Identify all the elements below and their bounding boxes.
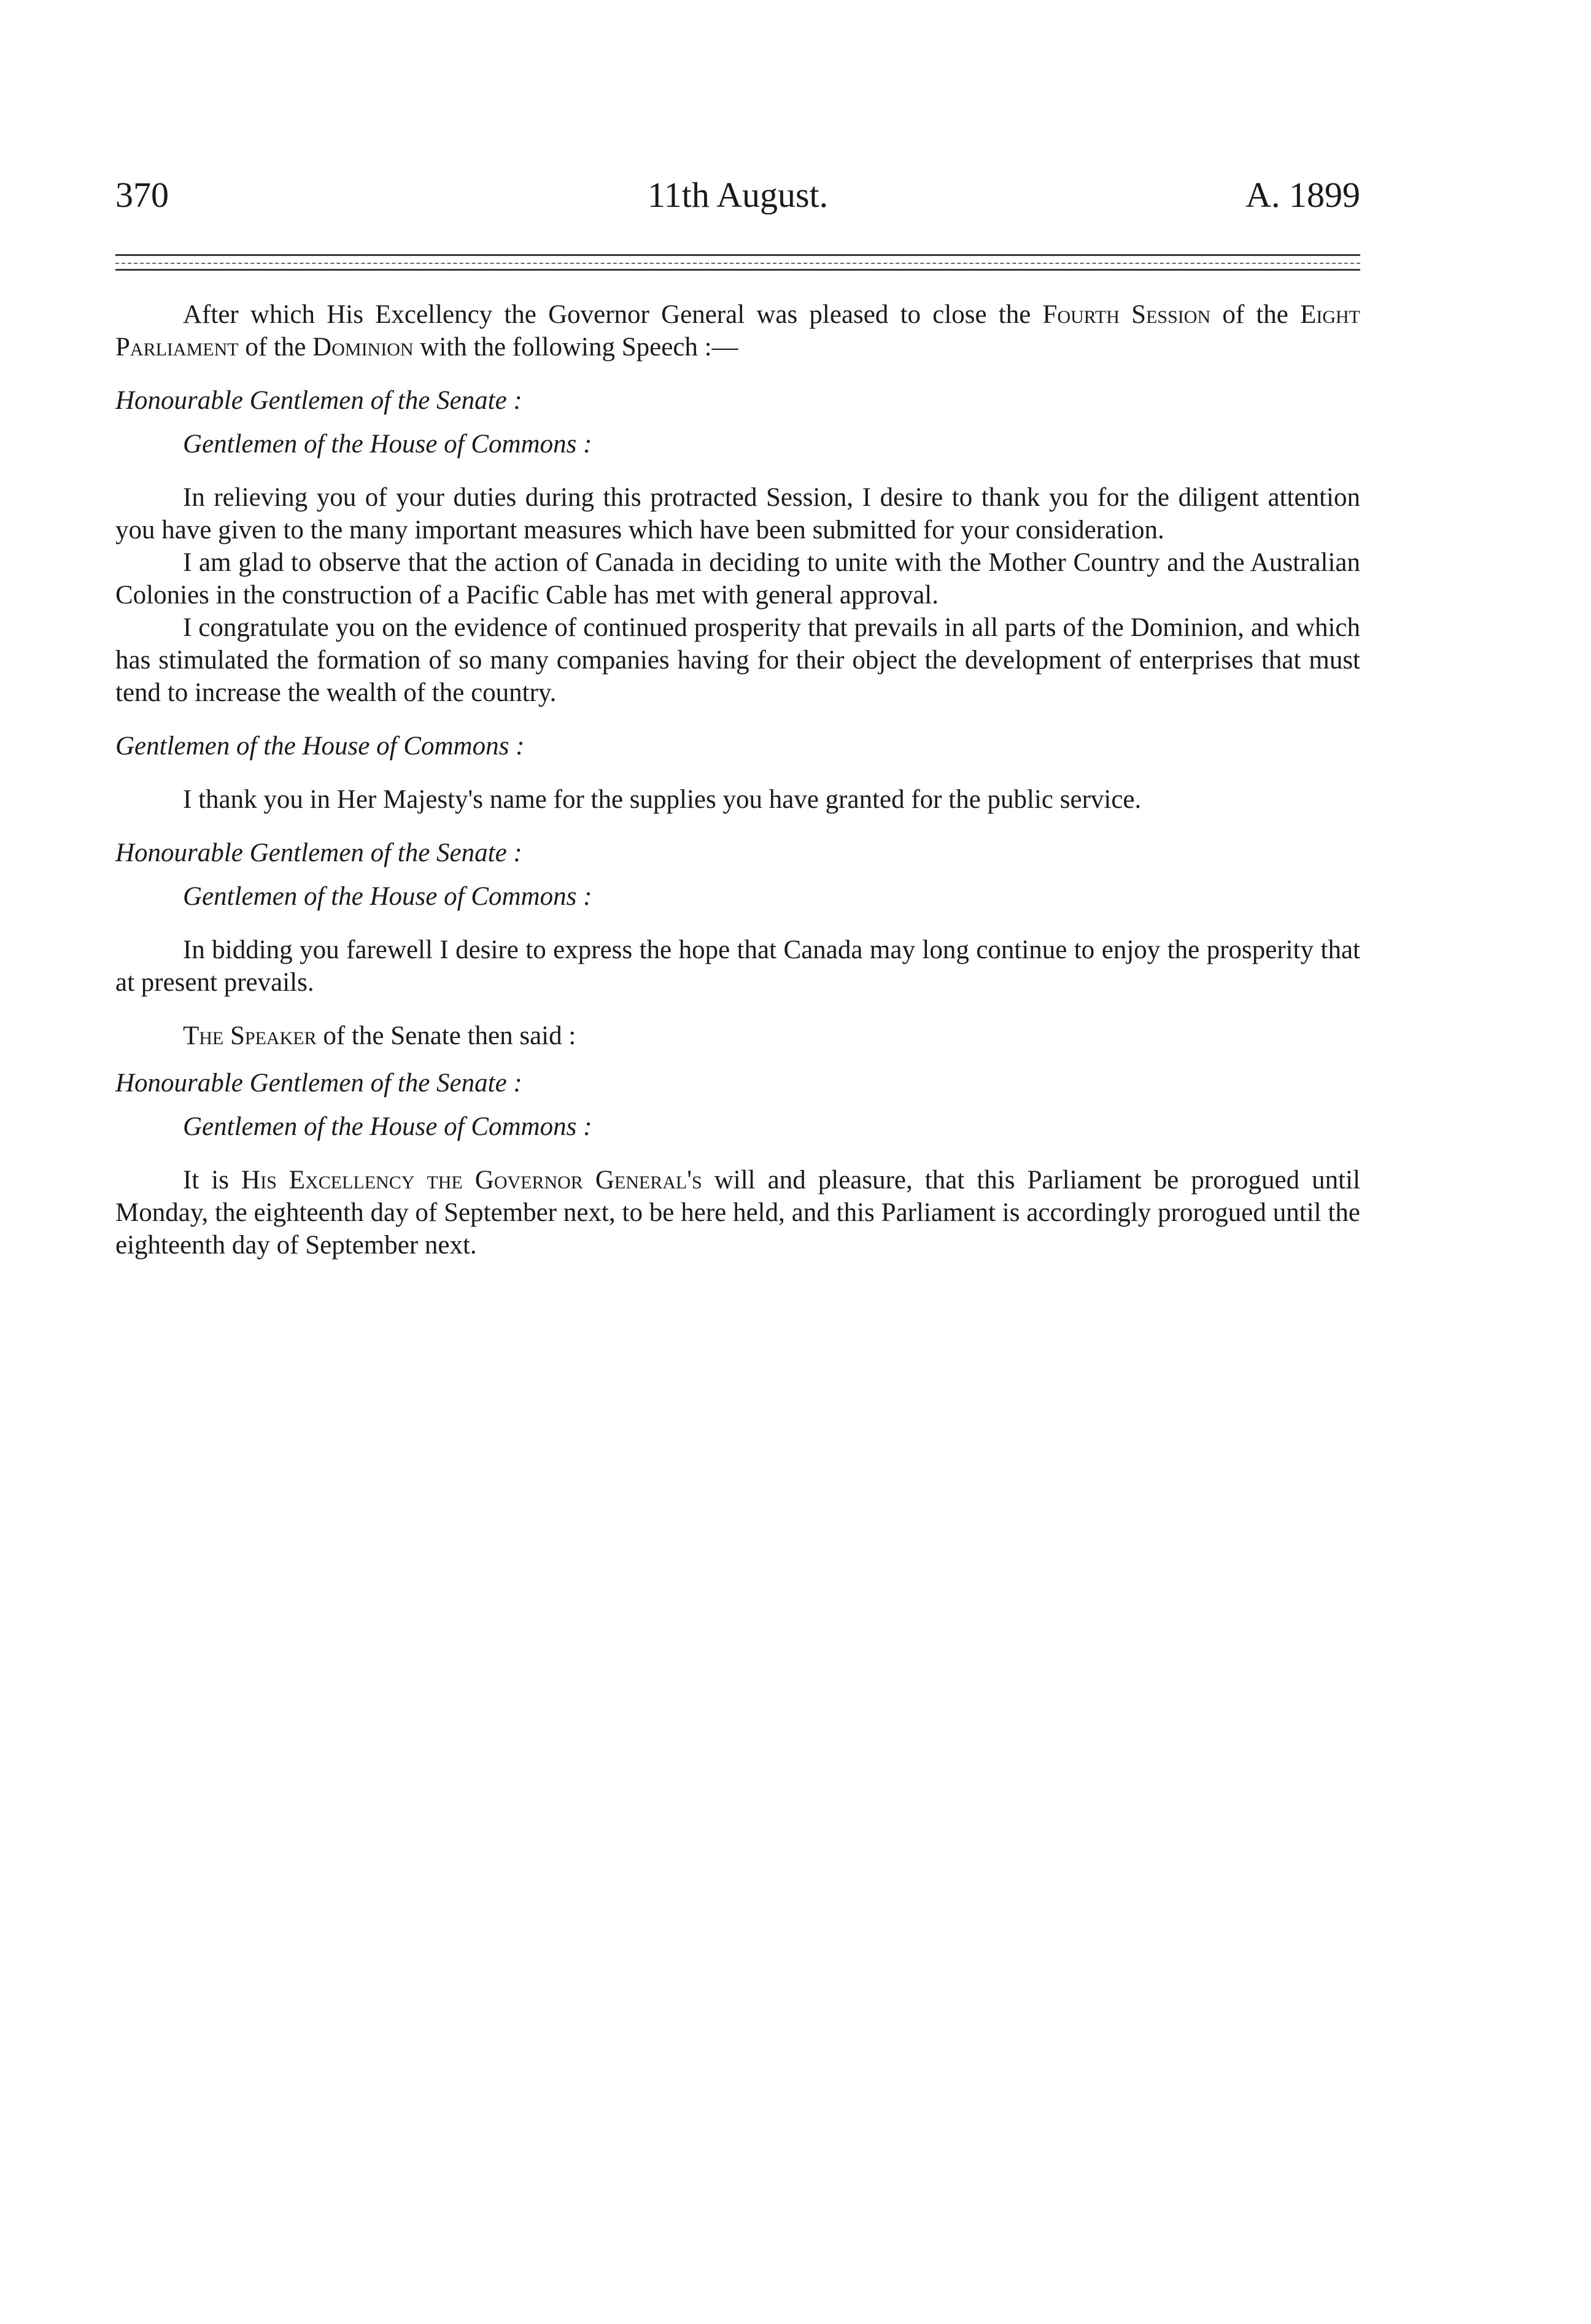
speaker-paragraph [115,1020,1360,1052]
prorogation-paragraph [115,1164,1360,1261]
speech-paragraph: I am glad to observe that the action of Canada in deciding to unite with the Mother Country and the Australian Colonies in the construction of a Pacific Cable has met with general approval. [115,548,1360,610]
header-rule-bottom [115,269,1360,271]
address-commons: Gentlemen of the House of Commons : [183,1112,592,1141]
intro-paragraph [115,298,1360,363]
journal-page [115,0,1360,2324]
address-senate: Honourable Gentlemen of the Senate : [115,839,522,867]
address-senate: Honourable Gentlemen of the Senate : [115,1069,522,1098]
running-header [115,171,1360,220]
intro-dominion: Dominion [312,333,414,362]
intro-text-4: with the following Speech :— [413,333,738,362]
address-commons: Gentlemen of the House of Commons : [183,430,592,459]
address-commons: Gentlemen of the House of Commons : [115,732,525,761]
header-rule-top [115,254,1360,256]
speaker-title: The Speaker [183,1021,317,1050]
speech-paragraph: I congratulate you on the evidence of continued prosperity that prevails in all parts of the Dominion, and which has stimulated the formation of so many companies having for their object the development of enterprises that must tend to increase the wealth of the country. [115,613,1360,707]
page-body [115,298,1360,1261]
governor-general-title: His Excellency the Governor General's [241,1166,702,1195]
intro-text-1: After which His Excellency the Governor General was pleased to close the [183,300,1043,329]
speaker-text: of the Senate then said : [316,1021,576,1050]
intro-text-2: of the [1210,300,1301,329]
address-senate: Honourable Gentlemen of the Senate : [115,386,522,415]
prorogation-text-2: will and pleasure, that this Parliament be prorogued until Monday, the eighteenth day of September next, to be here held, and this Parliament is accordingly prorogued until the eighteenth day of September next. [115,1166,1361,1260]
speech-paragraph: In relieving you of your duties during this protracted Session, I desire to thank you for the diligent attention you have given to the many important measures which have been submitted for your consideration. [115,483,1360,544]
speech-paragraph: In bidding you farewell I desire to express the hope that Canada may long continue to enjoy the prosperity that at present prevails. [115,935,1360,997]
address-commons: Gentlemen of the House of Commons : [183,882,592,911]
intro-parliament: Eight Parliament [115,300,1360,362]
intro-session: Fourth Session [1042,300,1211,329]
page-number: 370 [115,175,169,215]
intro-text-3: of the [238,333,313,362]
header-rule-middle [115,263,1360,264]
prorogation-text-1: It is [183,1166,242,1195]
speech-paragraph: I thank you in Her Majesty's name for the supplies you have granted for the public service. [183,785,1142,814]
header-date: 11th August. [647,175,829,215]
header-year: A. 1899 [1245,175,1360,215]
